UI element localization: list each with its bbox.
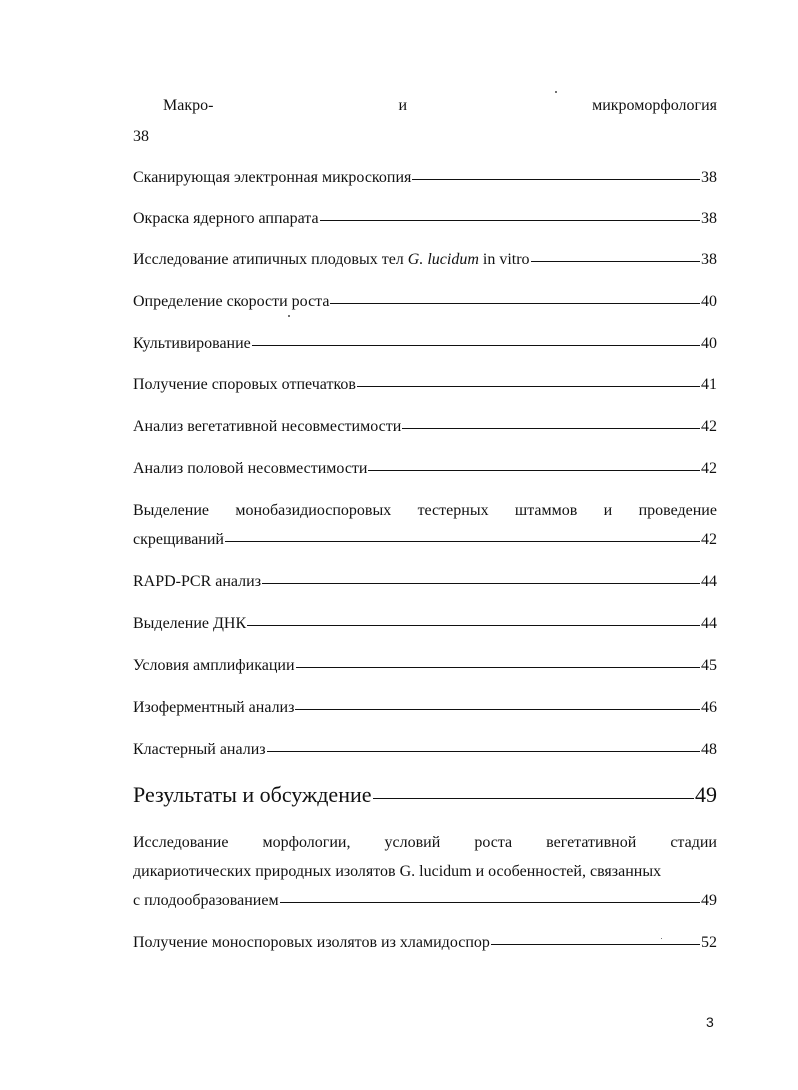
- toc-page-number: 44: [701, 573, 717, 590]
- toc-word: стадии: [670, 834, 717, 851]
- toc-word: вегетативной: [546, 834, 637, 851]
- scan-speck: [661, 938, 662, 939]
- toc-entry-nuclear-staining: [133, 209, 717, 229]
- toc-entry-monobasidiospore: [133, 501, 717, 521]
- toc-title: Культивирование: [133, 335, 251, 352]
- leader-line: [225, 541, 700, 542]
- toc-word: штаммов: [514, 502, 578, 519]
- scan-speck: [288, 315, 290, 317]
- leader-line: [320, 220, 700, 221]
- toc-page-number: 48: [701, 741, 717, 758]
- toc-entry-vegetative-incompatibility: [133, 417, 717, 437]
- toc-title: Изоферментный анализ: [133, 699, 295, 716]
- toc-entry-monobasidiospore-cont: [133, 530, 717, 550]
- toc-page-number: 42: [701, 460, 717, 477]
- species-name: G. lucidum: [407, 251, 479, 268]
- scan-speck: [555, 91, 557, 93]
- toc-entry-rapd-pcr: [133, 572, 717, 592]
- toc-page-number: 38: [701, 169, 717, 186]
- toc-section-title: Результаты и обсуждение: [133, 782, 372, 807]
- leader-line: [252, 345, 700, 346]
- toc-word: Макро-: [163, 97, 214, 114]
- toc-page-number: 42: [701, 531, 717, 548]
- toc-word: морфологии,: [262, 834, 351, 851]
- leader-line: [412, 179, 700, 180]
- toc-word: монобазидиоспоровых: [235, 502, 392, 519]
- toc-title: с плодообразованием: [133, 892, 279, 909]
- toc-word: Исследование: [133, 834, 229, 851]
- toc-page-number: 49: [695, 782, 717, 807]
- toc-title: Сканирующая электронная микроскопия: [133, 169, 412, 186]
- toc-page-number: 45: [701, 657, 717, 674]
- leader-line: [368, 470, 700, 471]
- toc-word: тестерных: [417, 502, 489, 519]
- toc-word: Выделение: [133, 502, 209, 519]
- toc-title: Анализ половой несовместимости: [133, 460, 368, 477]
- toc-page-number: 44: [701, 615, 717, 632]
- toc-word: и: [398, 97, 408, 114]
- toc-title: Анализ вегетативной несовместимости: [133, 418, 402, 435]
- toc-title: Получение споровых отпечатков: [133, 376, 356, 393]
- toc-page-number: 42: [701, 418, 717, 435]
- toc-entry-cultivation: [133, 334, 717, 354]
- toc-title-post: in vitro: [478, 251, 530, 268]
- toc-entry-dna-isolation: [133, 614, 717, 634]
- toc-word: проведение: [638, 502, 717, 519]
- leader-line: [357, 386, 700, 387]
- toc-title: Выделение ДНК: [133, 615, 247, 632]
- leader-line: [267, 751, 700, 752]
- toc-page-number: 38: [701, 210, 717, 227]
- leader-line: [330, 303, 700, 304]
- toc-title: Получение моноспоровых изолятов из хламидоспор: [133, 934, 490, 951]
- leader-line: [373, 798, 694, 799]
- page-number: 3: [706, 1014, 714, 1030]
- toc-entry-macro-micro: [163, 96, 717, 116]
- toc-word: роста: [474, 834, 513, 851]
- toc-title: Определение скорости роста: [133, 293, 330, 310]
- toc-page-number: 49: [701, 892, 717, 909]
- toc-page-number: 46: [701, 699, 717, 716]
- leader-line: [262, 583, 700, 584]
- toc-title: Окраска ядерного аппарата: [133, 210, 319, 227]
- toc-word: условий: [384, 834, 441, 851]
- toc-entry-growth-rate: [133, 292, 717, 312]
- toc-entry-morphology: [133, 833, 717, 853]
- leader-line: [491, 944, 700, 945]
- toc-entry-isozyme: [133, 698, 717, 718]
- toc-section-results: [133, 781, 717, 809]
- toc-page-number: 40: [701, 335, 717, 352]
- toc-word: микроморфология: [592, 97, 717, 114]
- toc-entry-cluster: [133, 740, 717, 760]
- leader-line: [402, 428, 700, 429]
- toc-page-number: 41: [701, 376, 717, 393]
- toc-title-pre: Исследование атипичных плодовых тел: [133, 251, 408, 268]
- toc-title: Условия амплификации: [133, 657, 295, 674]
- leader-line: [295, 709, 700, 710]
- toc-page-number: 40: [701, 293, 717, 310]
- toc-title: Кластерный анализ: [133, 741, 266, 758]
- toc-entry-atypical-fruit-bodies: [133, 250, 717, 270]
- toc-page-number: 52: [701, 934, 717, 951]
- toc-title: RAPD-PCR анализ: [133, 573, 262, 590]
- leader-line: [296, 667, 700, 668]
- toc-word: и: [603, 502, 613, 519]
- leader-line: [531, 261, 700, 262]
- toc-entry-spore-prints: [133, 375, 717, 395]
- toc-entry-sexual-incompatibility: [133, 459, 717, 479]
- toc-entry-scanning-microscopy: [133, 168, 717, 188]
- toc-entry-morphology-line3: [133, 891, 717, 911]
- toc-entry-amplification: [133, 656, 717, 676]
- toc-page-number: 38: [701, 251, 717, 268]
- toc-entry-monospore-chlamydospores: [133, 933, 717, 953]
- toc-title: скрещиваний: [133, 531, 224, 548]
- leader-line: [247, 625, 700, 626]
- toc-page-number: 38: [133, 128, 149, 145]
- leader-line: [280, 902, 700, 903]
- toc-entry-morphology-line2: дикариотических природных изолятов G. lucidum и особенностей, связанных: [133, 863, 662, 880]
